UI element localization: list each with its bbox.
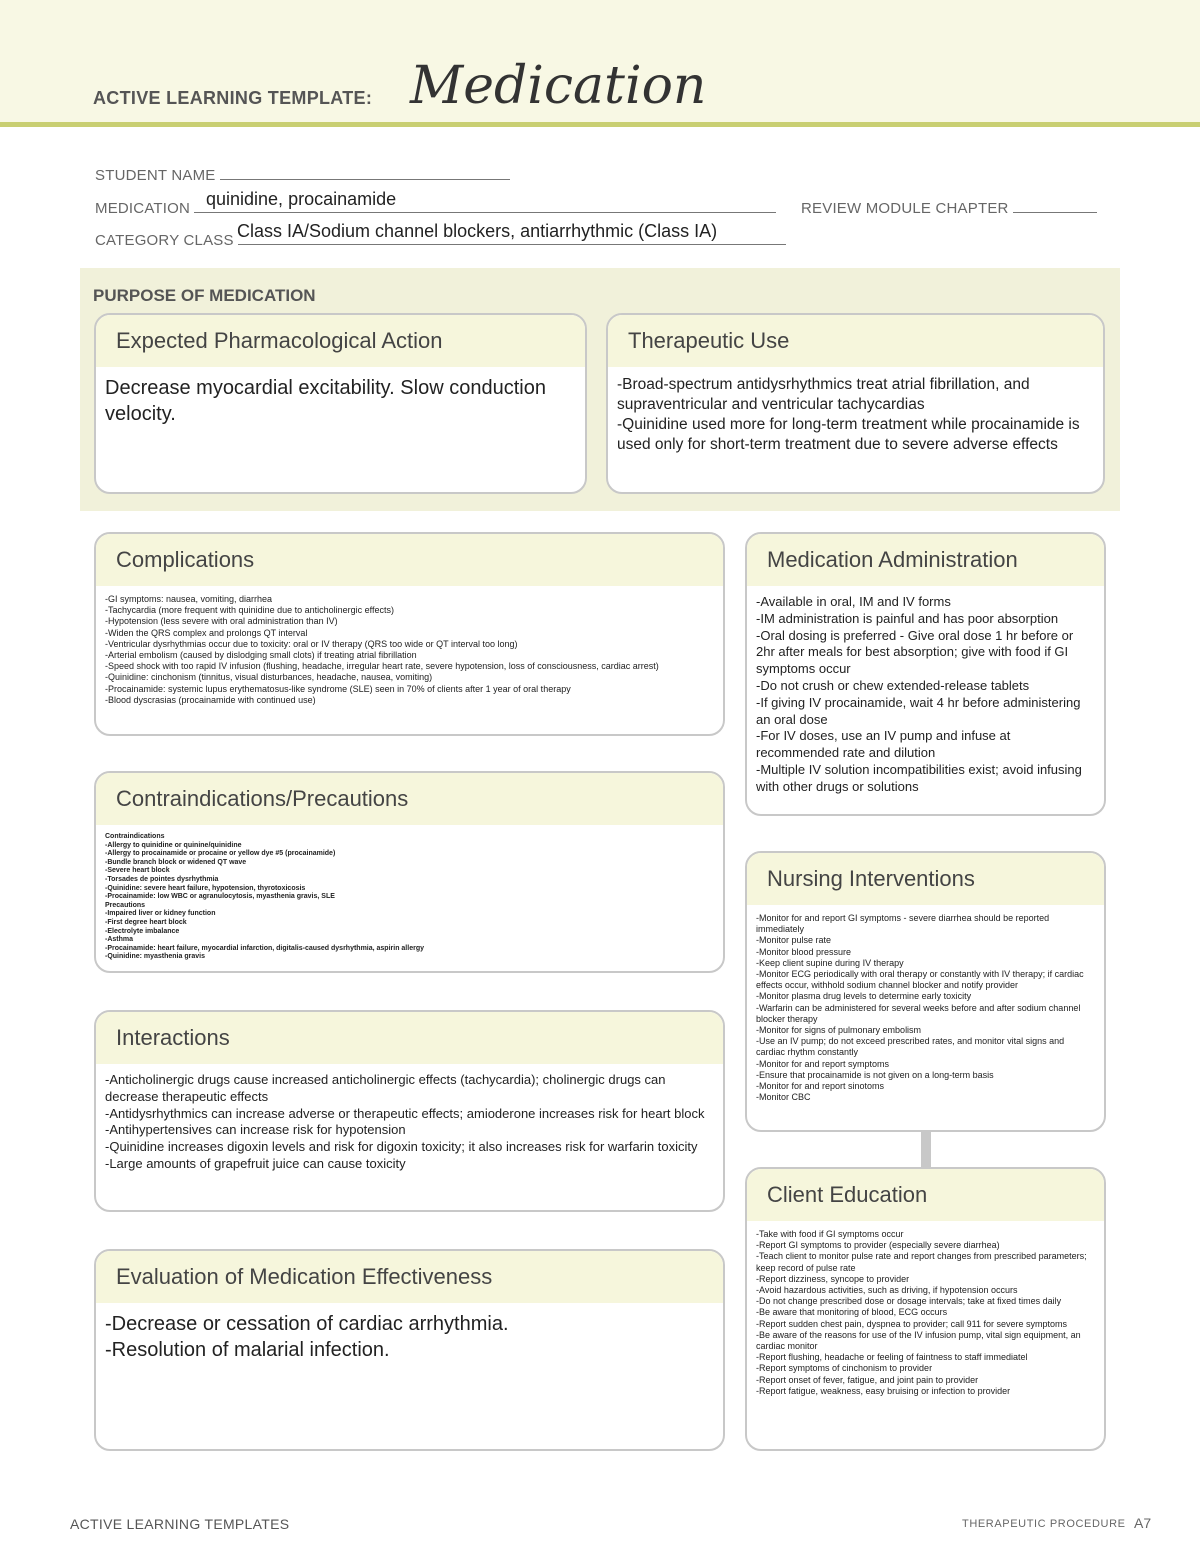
interactions-line: -Quinidine increases digoxin levels and risk for digoxin toxicity; it also increases risk for warfarin toxicity (105, 1139, 698, 1155)
nursing-line: -Keep client supine during IV therapy (756, 957, 904, 968)
administration-line: -Multiple IV solution incompatibilities exist; avoid infusing with other drugs or solutions (756, 761, 1086, 794)
complications-box (94, 532, 725, 736)
footer-right: THERAPEUTIC PROCEDURE (962, 1518, 1126, 1530)
complications-line: -Arterial embolism (caused by dislodging small clots) if treating atrial fibrillation (105, 650, 417, 661)
administration-line: -If giving IV procainamide, wait 4 hr before administering an oral dose (756, 694, 1085, 727)
review-module-label: REVIEW MODULE CHAPTER (801, 200, 1009, 217)
nursing-line: -Monitor for and report sinotoms (756, 1081, 885, 1092)
therapeutic-use-body (608, 367, 1103, 492)
contraindications-line: -Electrolyte imbalance (105, 927, 180, 935)
contraindications-line: -Allergy to procainamide or procaine or yellow dye #5 (procainamide) (105, 850, 336, 858)
contraindications-line: -Quinidine: myasthenia gravis (105, 953, 205, 961)
contraindications-line: -Quinidine: severe heart failure, hypotension, thyrotoxicosis (105, 884, 306, 892)
complications-line: -Speed shock with too rapid IV infusion (flushing, headache, irregular heart rate, severe hypotension, loss of consciousness, cardiac arrest) (105, 661, 659, 672)
client-education-line: -Report symptoms of cinchonism to provider (756, 1363, 933, 1374)
student-name-field[interactable] (95, 166, 510, 184)
therapeutic-use-box (606, 313, 1105, 494)
footer-left: ACTIVE LEARNING TEMPLATES (70, 1516, 290, 1532)
complications-title: Complications (96, 534, 723, 586)
nursing-line: -Monitor for and report GI symptoms - severe diarrhea should be reported immediately (756, 913, 1052, 935)
client-education-line: -Report sudden chest pain, dyspnea to provider; call 911 for severe symptoms (756, 1318, 1067, 1329)
interactions-line: -Antidysrhythmics can increase adverse or therapeutic effects; amioderone increases risk for heart block (105, 1105, 705, 1121)
contraindications-line: -Procainamide: heart failure, myocardial infarction, digitalis-caused dysrhythmia, aspirin allergy (105, 944, 424, 952)
client-education-box (745, 1167, 1106, 1451)
contraindications-line: -Severe heart block (105, 867, 170, 875)
administration-line: -Do not crush or chew extended-release tablets (756, 677, 1030, 693)
nursing-line: -Warfarin can be administered for several weeks before and after sodium channel blocker therapy (756, 1002, 1083, 1024)
page-number: A7 (1134, 1515, 1152, 1531)
category-class-value: Class IA/Sodium channel blockers, antiarrhythmic (Class IA) (237, 221, 718, 241)
client-education-line: -Report onset of fever, fatigue, and joint pain to provider (756, 1374, 979, 1385)
administration-title: Medication Administration (747, 534, 1104, 586)
evaluation-body (96, 1303, 723, 1449)
client-education-line: -Do not change prescribed dose or dosage intervals; take at fixed times daily (756, 1296, 1062, 1307)
nursing-title: Nursing Interventions (747, 853, 1104, 905)
nursing-line: -Ensure that procainamide is not given on a long-term basis (756, 1069, 994, 1080)
administration-body (747, 586, 1104, 812)
nursing-box (745, 851, 1106, 1132)
complications-line: -Widen the QRS complex and prolongs QT interval (105, 627, 308, 638)
nursing-line: -Use an IV pump; do not exceed prescribed rates, and monitor vital signs and cardiac rhythm constantly (756, 1036, 1067, 1058)
client-education-line: -Teach client to monitor pulse rate and report changes from prescribed parameters; keep record of pulse rate (756, 1251, 1090, 1273)
template-title: Medication (410, 56, 707, 116)
interactions-title: Interactions (96, 1012, 723, 1064)
administration-line: -For IV doses, use an IV pump and infuse at recommended rate and dilution (756, 728, 1014, 761)
review-module-line (1013, 199, 1097, 213)
contraindications-line: -Torsades de pointes dysrhythmia (105, 875, 219, 883)
nursing-line: -Monitor CBC (756, 1092, 811, 1103)
client-education-line: -Avoid hazardous activities, such as driving, if hypotension occurs (756, 1285, 1018, 1296)
therapeutic-use-line: -Broad-spectrum antidysrhythmics treat atrial fibrillation, and supraventricular and ventricular tachycardias (617, 376, 1034, 413)
client-education-line: -Report fatigue, weakness, easy bruising or infection to provider (756, 1385, 1011, 1396)
nursing-line: -Monitor plasma drug levels to determine early toxicity (756, 991, 972, 1002)
nursing-line: -Monitor for and report symptoms (756, 1058, 890, 1069)
nursing-line: -Monitor ECG periodically with oral therapy or constantly with IV therapy; if cardiac effects occur, withhold sodium channel blocker and notify provider (756, 969, 1087, 991)
contraindications-line: -Asthma (105, 936, 134, 944)
nursing-line: -Monitor blood pressure (756, 946, 852, 957)
contraindications-line: -Procainamide: low WBC or agranulocytosis, myasthenia gravis, SLE (105, 893, 335, 901)
expected-action-line: Decrease myocardial excitability. Slow conduction velocity. (105, 377, 552, 425)
contraindications-line: Contraindications (105, 833, 165, 840)
expected-action-title: Expected Pharmacological Action (96, 315, 585, 367)
contraindications-line: -Impaired liver or kidney function (105, 910, 216, 918)
medication-value: quinidine, procainamide (206, 189, 397, 209)
complications-line: -GI symptoms: nausea, vomiting, diarrhea (105, 594, 273, 604)
expected-action-body (96, 367, 585, 492)
interactions-body (96, 1064, 723, 1201)
administration-line: -IM administration is painful and has poor absorption (756, 610, 1059, 626)
medication-field[interactable] (95, 189, 776, 217)
administration-line: -Oral dosing is preferred - Give oral dose 1 hr before or 2hr after meals for best absorption; give with food if GI symptoms occur (756, 627, 1077, 677)
evaluation-title: Evaluation of Medication Effectiveness (96, 1251, 723, 1303)
purpose-label: PURPOSE OF MEDICATION (93, 286, 316, 305)
contraindications-title: Contraindications/Precautions (96, 773, 723, 825)
nursing-body (747, 905, 1104, 1128)
contraindications-line: Precautions (105, 901, 146, 909)
contraindications-line: -Bundle branch block or widened QT wave (105, 858, 247, 866)
complications-line: -Tachycardia (more frequent with quinidine due to anticholinergic effects) (105, 605, 394, 616)
complications-body (96, 586, 723, 732)
complications-line: -Procainamide: systemic lupus erythematosus-like syndrome (SLE) seen in 70% of clients after 1 year of oral therapy (105, 683, 571, 694)
interactions-line: -Large amounts of grapefruit juice can cause toxicity (105, 1155, 406, 1171)
expected-action-box (94, 313, 587, 494)
complications-line: -Hypotension (less severe with oral administration than IV) (105, 616, 338, 627)
client-education-body (747, 1221, 1104, 1447)
administration-line: -Available in oral, IM and IV forms (756, 594, 951, 609)
template-label: ACTIVE LEARNING TEMPLATE: (93, 88, 373, 108)
client-education-line: -Be aware that monitoring of blood, ECG occurs (756, 1307, 948, 1318)
student-name-line (220, 166, 510, 180)
student-name-label: STUDENT NAME (95, 167, 216, 184)
contraindications-line: -First degree heart block (105, 918, 187, 926)
complications-line: -Blood dyscrasias (procainamide with continued use) (105, 694, 316, 705)
client-education-line: -Report flushing, headache or feeling of faintness to staff immediatel (756, 1352, 1028, 1363)
interactions-box (94, 1010, 725, 1212)
complications-line: -Quinidine: cinchonism (tinnitus, visual disturbances, headache, nausea, vomiting) (105, 672, 433, 683)
client-education-line: -Report dizziness, syncope to provider (756, 1273, 910, 1284)
evaluation-box (94, 1249, 725, 1451)
client-education-line: -Be aware of the reasons for use of the IV infusion pump, vital sign equipment, an cardiac monitor (756, 1329, 1084, 1352)
category-class-label: CATEGORY CLASS (95, 232, 234, 249)
client-education-line: -Take with food if GI symptoms occur (756, 1229, 904, 1239)
review-module-field[interactable] (801, 199, 1097, 217)
header-rule (0, 122, 1200, 127)
interactions-line: -Anticholinergic drugs cause increased anticholinergic effects (tachycardia); cholinergic drugs can decrease therapeutic effects (105, 1072, 670, 1104)
evaluation-line: -Decrease or cessation of cardiac arrhythmia. (105, 1313, 509, 1335)
therapeutic-use-line: -Quinidine used more for long-term treatment while procainamide is used only for short-term treatment due to severe adverse effects (617, 416, 1084, 453)
administration-box (745, 532, 1106, 816)
evaluation-line: -Resolution of malarial infection. (105, 1339, 390, 1361)
connector-bar (921, 1131, 931, 1167)
contraindications-line: -Allergy to quinidine or quinine/quinidine (105, 841, 242, 849)
medication-label: MEDICATION (95, 200, 191, 217)
nursing-line: -Monitor pulse rate (756, 935, 832, 946)
category-class-field[interactable] (95, 221, 786, 249)
therapeutic-use-title: Therapeutic Use (608, 315, 1103, 367)
client-education-title: Client Education (747, 1169, 1104, 1221)
complications-line: -Ventricular dysrhythmias occur due to toxicity: oral or IV therapy (QRS too wide or QT interval too long) (105, 638, 518, 649)
interactions-line: -Antihypertensives can increase risk for hypotension (105, 1122, 406, 1138)
client-education-line: -Report GI symptoms to provider (especially severe diarrhea) (756, 1240, 1000, 1251)
contraindications-box (94, 771, 725, 973)
contraindications-body (96, 825, 723, 961)
nursing-line: -Monitor for signs of pulmonary embolism (756, 1025, 922, 1036)
